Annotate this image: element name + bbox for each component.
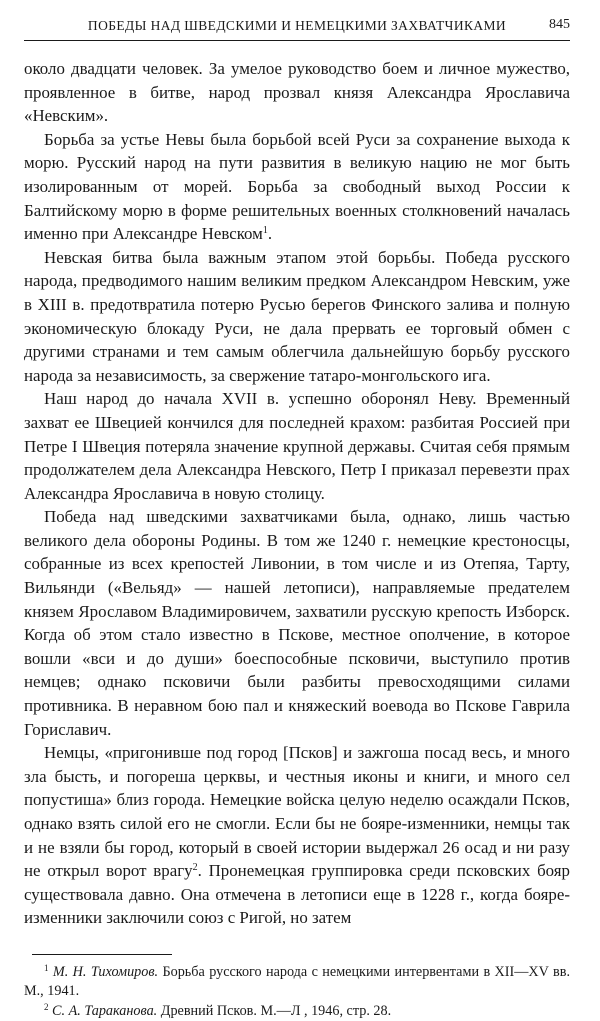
paragraph-text: Борьба за устье Невы была борьбой всей Руси за сохранение выхода к морю. Русский народ на пути развития в великую нацию не мог быть изолированным от морей. Борьба за свободный выход России к Балтийскому морю в форме решительных военных столкновений началась именно при Александре Невском xyxy=(24,129,570,244)
footnotes xyxy=(24,963,570,1021)
body-text xyxy=(24,57,570,930)
footnote-number: 2 xyxy=(44,1001,49,1012)
paragraph-text: около двадцати человек. За умелое руководство боем и личное мужество, проявленное в битве, народ прозвал князя Александра Ярославича «Невским». xyxy=(24,59,570,126)
footnote-reference[interactable]: 1 xyxy=(262,225,268,237)
footnote-divider xyxy=(32,954,172,955)
paragraph-text: Победа над шведскими захватчиками была, однако, лишь частью великого дела обороны Родины. В том же 1240 г. немецкие крестоносцы, собранные из всех крепостей Ливонии, в том числе и из Отепяа, Тарту, Вильянди («Вельяд» — нашей летописи), направляемые предателем князем Ярославом Владимировичем, захватили русскую крепость Изборск. Когда об этом стало известно в Пскове, местное ополчение, в которое вошли «вси и до души» боеспособные псковичи, выступило против немцев; однако псковичи были разбиты превосходящими силами противника. В неравном бою пал и княжеский воевода во Пскове Гаврила Гориславич. xyxy=(24,507,570,739)
footnote-author: С. А. Тараканова. xyxy=(52,1002,158,1019)
footnote-text: Древний Псков. М.—Л , 1946, стр. 28. xyxy=(160,1002,392,1019)
paragraph xyxy=(24,57,570,128)
paragraph-text: Наш народ до начала XVII в. успешно оборонял Неву. Временный захват ее Швецией кончился для последней крахом: разбитая Россией при Петре I Швеция потеряла значение крупной державы. Считая себя прямым продолжателем дела Александра Невского, Петр I приказал перевезти прах Александра Ярославича в новую столицу. xyxy=(24,389,570,503)
paragraph: Немцы, «пригонивше под город [Псков] и зажгоша посад весь, и много зла бысть, и погореша церквы, и честныя иконы и книги, и много сел попустиша» близ города. Немецкие войска целую неделю осаждали Псков, однако взять силой его не смогли. Если бы не бояре-изменники, немцы так и не взяли бы город, который в своей истории выдержал 26 осад и ни разу не открыл ворот врагу$^2$. Пронемецкая группировка среди псковских бояр существовала давно. Она отмечена в летописи еще в 1228 г., когда бояре-изменники заключили союз с Ригой, но затем xyxy=(24,743,570,928)
paragraph-text: Невская битва была важным этапом этой борьбы. Победа русского народа, предводимого нашим великим предком Александром Невским, уже в XIII в. предотвратила потерю Русью берегов Финского залива и полную экономическую блокаду Руси, не дала прервать ее торговый обмен с другими странами и тем самым облегчила дальнейшую борьбу русского народа за независимость, за свержение татаро-монгольского ига. xyxy=(24,247,570,385)
paragraph-text: Немцы, «пригонивше под город [Псков] и зажгоша посад весь, и много зла бысть, и погореша церквы, и честныя иконы и книги, и много сел попустиша» близ города. Немецкие войска целую неделю осаждали Псков, однако взять силой его не смогли. Если бы не бояре-изменники, немцы так и не взяли бы город, который в своей истории выдержал 26 осад и ни разу не открыл ворот врагу xyxy=(24,743,570,881)
running-title: ПОБЕДЫ НАД ШВЕДСКИМИ И НЕМЕЦКИМИ ЗАХВАТЧИКАМИ xyxy=(87,18,507,33)
footnote xyxy=(24,963,570,1002)
running-header xyxy=(24,14,570,41)
footnote-number: 1 xyxy=(44,962,49,973)
footnote-author: М. Н. Тихомиров. xyxy=(52,963,159,980)
footnote-text: Борьба русского народа с немецкими интервентами в XII—XV вв. М., 1941. xyxy=(24,963,571,1000)
book-page xyxy=(24,14,570,1021)
paragraph-text: Пронемецкая группировка среди псковских бояр существовала давно. Она отмечена в летописи еще в 1228 г., когда бояре-изменники заключили союз с Ригой, но затем xyxy=(24,861,570,928)
paragraph: Борьба за устье Невы была борьбой всей Руси за сохранение выхода к морю. Русский народ на пути развития в великую нацию не мог быть изолированным от морей. Борьба за свободный выход России к Балтийскому морю в форме решительных военных столкновений началась именно при Александре Невском$^1$. xyxy=(24,129,570,244)
paragraph xyxy=(24,246,570,388)
footnote-reference[interactable]: 2 xyxy=(192,862,198,874)
page-number: 845 xyxy=(549,17,570,32)
paragraph xyxy=(24,505,570,741)
footnote xyxy=(24,1002,570,1021)
paragraph xyxy=(24,387,570,505)
